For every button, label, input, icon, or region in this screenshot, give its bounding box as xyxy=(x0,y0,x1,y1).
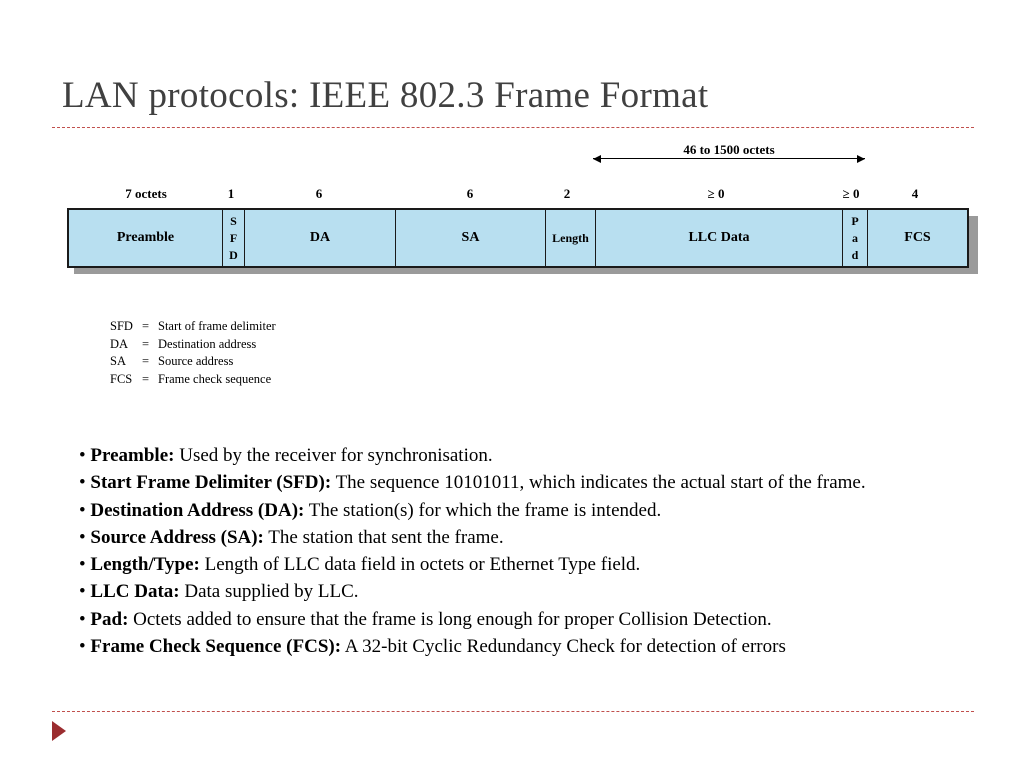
bullet-item xyxy=(79,578,939,605)
field-pad-letter: P xyxy=(851,213,859,228)
octet-label-preamble: 7 octets xyxy=(125,186,167,201)
octet-label-da: 6 xyxy=(315,186,323,201)
bullet-text: The sequence 10101011, which indicates the actual start of the frame. xyxy=(331,472,866,494)
field-pad-letter: d xyxy=(851,247,859,262)
frame-bar xyxy=(67,208,969,268)
legend-abbr: FCS xyxy=(110,371,133,386)
legend-eq: = xyxy=(142,336,150,351)
bullet-text: A 32-bit Cyclic Redundancy Check for detection of errors xyxy=(341,636,786,658)
bullet-list xyxy=(79,442,939,660)
legend xyxy=(110,318,276,388)
legend-row xyxy=(110,371,276,389)
field-sfd-letter: S xyxy=(230,213,237,228)
bullet-term: Destination Address (DA): xyxy=(90,499,305,521)
legend-abbr: SA xyxy=(110,354,126,368)
bullet-item xyxy=(79,497,939,524)
octet-label-length: 2 xyxy=(563,186,571,201)
legend-row xyxy=(110,336,276,354)
bullet-mark: • xyxy=(79,636,86,658)
bullet-item xyxy=(79,551,939,578)
field-da: DA xyxy=(245,210,396,266)
bullet-term: LLC Data: xyxy=(90,581,180,603)
field-length: Length xyxy=(546,210,596,266)
field-fcs: FCS xyxy=(904,230,931,245)
bullet-text: The station that sent the frame. xyxy=(263,526,504,548)
bullet-item xyxy=(79,469,939,496)
legend-eq: = xyxy=(142,371,150,386)
bullet-mark: • xyxy=(79,608,86,630)
octet-label-llc-data: ≥ 0 xyxy=(707,186,725,201)
octet-label-fcs: 4 xyxy=(911,186,919,201)
bullet-text: Length of LLC data field in octets or Ethernet Type field. xyxy=(199,554,641,576)
bullet-term: Start Frame Delimiter (SFD): xyxy=(90,472,332,494)
legend-abbr: SFD xyxy=(110,319,133,333)
field-sa: SA xyxy=(396,210,546,266)
legend-desc: Destination address xyxy=(158,336,257,351)
bullet-mark: • xyxy=(79,445,86,466)
field-pad-letter: a xyxy=(852,230,858,245)
legend-row xyxy=(110,353,276,371)
bullet-text: The station(s) for which the frame is intended. xyxy=(304,499,662,521)
legend-eq: = xyxy=(142,354,150,368)
legend-desc: Start of frame delimiter xyxy=(158,319,276,333)
field-sfd-letter: D xyxy=(229,247,238,262)
bullet-item xyxy=(79,524,939,551)
octet-label-pad: ≥ 0 xyxy=(842,186,860,201)
bullet-mark: • xyxy=(79,499,86,521)
octet-label-sa: 6 xyxy=(466,186,474,201)
bottom-divider xyxy=(52,711,974,712)
top-divider xyxy=(52,127,974,128)
legend-row xyxy=(110,318,276,336)
legend-eq: = xyxy=(142,319,150,333)
legend-abbr: DA xyxy=(110,336,129,351)
bullet-mark: • xyxy=(79,554,86,576)
bullet-term: Frame Check Sequence (FCS): xyxy=(90,636,342,658)
field-pad xyxy=(843,210,868,266)
field-llc-data: LLC Data xyxy=(596,210,843,266)
bullet-mark: • xyxy=(79,526,86,548)
bullet-text: Used by the receiver for synchronisation. xyxy=(174,445,493,466)
field-preamble: Preamble xyxy=(69,210,223,266)
triangle-arrow-icon xyxy=(52,721,66,741)
bullet-mark: • xyxy=(79,581,86,603)
span-label: 46 to 1500 octets xyxy=(683,142,775,157)
bullet-term: Source Address (SA): xyxy=(90,526,264,548)
bullet-term: Length/Type: xyxy=(90,554,200,576)
bullet-text: Octets added to ensure that the frame is long enough for proper Collision Detection. xyxy=(128,608,772,630)
bullet-mark: • xyxy=(79,472,86,494)
bullet-item xyxy=(79,606,939,633)
legend-desc: Frame check sequence xyxy=(158,371,272,386)
field-sfd xyxy=(223,210,245,266)
slide-title: LAN protocols: IEEE 802.3 Frame Format xyxy=(62,75,709,116)
double-arrow-icon xyxy=(593,158,865,159)
legend-desc: Source address xyxy=(158,354,234,368)
bullet-term: Preamble: xyxy=(90,445,175,466)
octet-label-sfd: 1 xyxy=(227,186,235,201)
bullet-item xyxy=(79,442,939,469)
bullet-item xyxy=(79,633,939,660)
field-sfd-letter: F xyxy=(229,230,238,245)
bullet-text: Data supplied by LLC. xyxy=(179,581,359,603)
bullet-term: Pad: xyxy=(90,608,129,630)
